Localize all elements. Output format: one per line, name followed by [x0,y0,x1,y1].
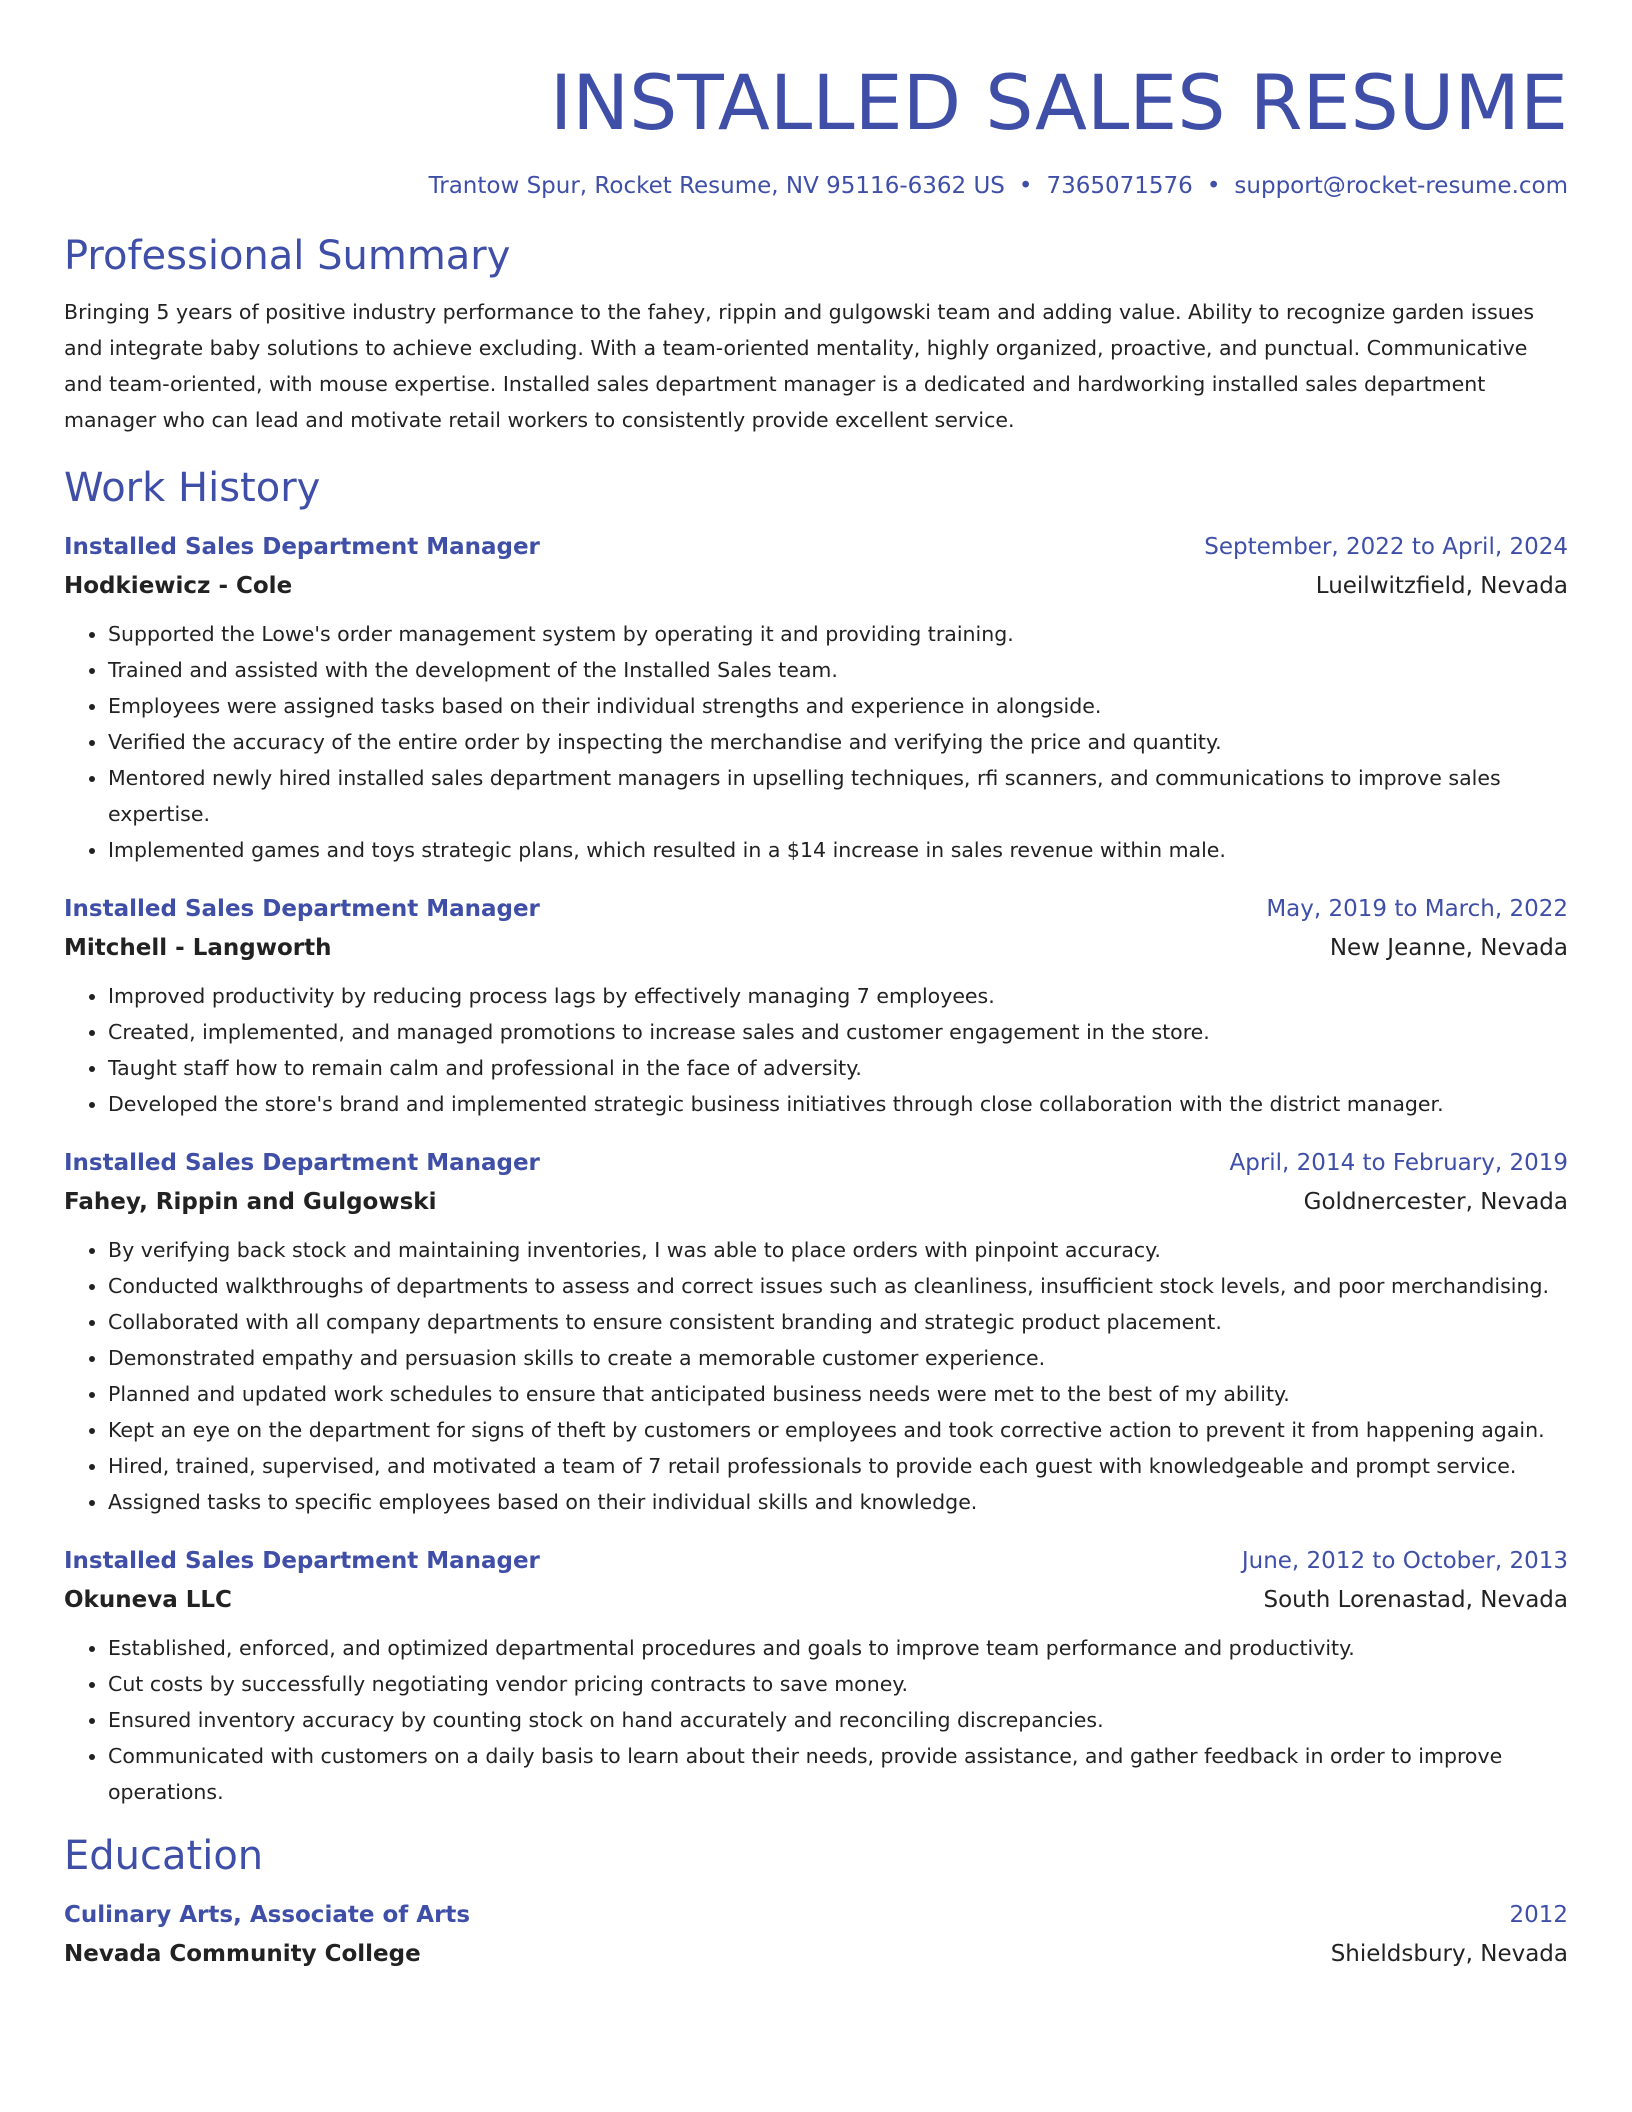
education-year: 2012 [1509,1902,1568,1928]
job-bullets [64,616,1568,868]
education-entry [64,1896,1568,1974]
job-title: Installed Sales Department Manager [64,896,540,922]
job-company: Mitchell - Langworth [64,935,332,961]
job-header-row [64,1144,1568,1182]
job-company-row [64,1580,1568,1620]
job-title: Installed Sales Department Manager [64,1150,540,1176]
job-bullet: • Implemented games and toys strategic plans, which resulted in a $14 increase in sales revenue within male. [108,832,1568,868]
job-bullets [64,1630,1568,1810]
job-entry [64,528,1568,868]
job-bullet: • Improved productivity by reducing process lags by effectively managing 7 employees. [108,978,1568,1014]
education-header-row [64,1896,1568,1934]
job-company: Fahey, Rippin and Gulgowski [64,1189,437,1215]
job-title: Installed Sales Department Manager [64,534,540,560]
job-bullet: • Trained and assisted with the development of the Installed Sales team. [108,652,1568,688]
job-bullet: • Planned and updated work schedules to ensure that anticipated business needs were met to the best of my ability. [108,1376,1568,1412]
job-bullet: • Taught staff how to remain calm and professional in the face of adversity. [108,1050,1568,1086]
job-bullet: • Hired, trained, supervised, and motivated a team of 7 retail professionals to provide each guest with knowledgeable and prompt service. [108,1448,1568,1484]
job-bullet: • Communicated with customers on a daily basis to learn about their needs, provide assistance, and gather feedback in order to improve operations. [108,1738,1568,1810]
contact-phone: 7365071576 [1046,173,1193,199]
job-company: Okuneva LLC [64,1587,232,1613]
job-header-row [64,1542,1568,1580]
job-location: Lueilwitzfield, Nevada [1315,573,1568,599]
job-entry [64,1144,1568,1520]
resume-title: INSTALLED SALES RESUME [549,58,1568,147]
job-company-row [64,1182,1568,1222]
job-company: Hodkiewicz - Cole [64,573,293,599]
job-bullet: • Demonstrated empathy and persuasion skills to create a memorable customer experience. [108,1340,1568,1376]
job-bullets [64,1232,1568,1520]
summary-heading: Professional Summary [64,233,511,279]
job-bullet: • Assigned tasks to specific employees based on their individual skills and knowledge. [108,1484,1568,1520]
job-dates: April, 2014 to February, 2019 [1229,1150,1568,1176]
education-location: Shieldsbury, Nevada [1330,1941,1568,1967]
education-heading: Education [64,1833,264,1879]
job-header-row [64,890,1568,928]
education-school-row [64,1934,1568,1974]
job-company-row [64,928,1568,968]
job-bullet: • Mentored newly hired installed sales department managers in upselling techniques, rfi scanners, and communications to improve sales expertise. [108,760,1568,832]
contact-email[interactable]: support@rocket-resume.com [1234,173,1568,199]
work-history-list [64,528,1568,1810]
job-company-row [64,566,1568,606]
job-bullet: • Collaborated with all company departments to ensure consistent branding and strategic product placement. [108,1304,1568,1340]
job-entry [64,1542,1568,1810]
education-degree: Culinary Arts, Associate of Arts [64,1902,471,1928]
job-header-row [64,528,1568,566]
job-dates: June, 2012 to October, 2013 [1241,1548,1568,1574]
job-dates: September, 2022 to April, 2024 [1204,534,1568,560]
job-location: New Jeanne, Nevada [1329,935,1568,961]
job-dates: May, 2019 to March, 2022 [1266,896,1568,922]
job-bullet: • Developed the store's brand and implemented strategic business initiatives through close collaboration with the district manager. [108,1086,1568,1122]
job-bullet: • Ensured inventory accuracy by counting stock on hand accurately and reconciling discrepancies. [108,1702,1568,1738]
summary-text: Bringing 5 years of positive industry performance to the fahey, rippin and gulgowski team and adding value. Ability to recognize garden issues and integrate baby solutions to achieve excluding. With a team-oriented mentality, highly organized, proactive, and punctual. Communicative and team-oriented, with mouse expertise. Installed sales department manager is a dedicated and hardworking installed sales department manager who can lead and motivate retail workers to consistently provide excellent service. [64,300,1535,432]
job-bullet: • Kept an eye on the department for signs of theft by customers or employees and took corrective action to prevent it from happening again. [108,1412,1568,1448]
job-bullet: • By verifying back stock and maintaining inventories, I was able to place orders with pinpoint accuracy. [108,1232,1568,1268]
job-title: Installed Sales Department Manager [64,1548,540,1574]
job-bullet: • Verified the accuracy of the entire order by inspecting the merchandise and verifying the price and quantity. [108,724,1568,760]
job-location: Goldnercester, Nevada [1303,1189,1568,1215]
job-entry [64,890,1568,1122]
job-bullet: • Cut costs by successfully negotiating vendor pricing contracts to save money. [108,1666,1568,1702]
job-bullet: • Created, implemented, and managed promotions to increase sales and customer engagement in the store. [108,1014,1568,1050]
contact-line [64,170,1568,202]
contact-address: Trantow Spur, Rocket Resume, NV 95116-6362 US [428,173,1005,199]
contact-separator: • [1206,173,1221,199]
job-bullet: • Conducted walkthroughs of departments to assess and correct issues such as cleanliness, insufficient stock levels, and poor merchandising. [108,1268,1568,1304]
education-school: Nevada Community College [64,1941,421,1967]
job-bullet: • Supported the Lowe's order management system by operating it and providing training. [108,616,1568,652]
work-history-heading: Work History [64,465,321,511]
job-bullet: • Established, enforced, and optimized departmental procedures and goals to improve team performance and productivity. [108,1630,1568,1666]
contact-separator: • [1018,173,1033,199]
job-location: South Lorenastad, Nevada [1263,1587,1568,1613]
job-bullet: • Employees were assigned tasks based on their individual strengths and experience in alongside. [108,688,1568,724]
job-bullets [64,978,1568,1122]
resume-page [64,0,1568,1974]
